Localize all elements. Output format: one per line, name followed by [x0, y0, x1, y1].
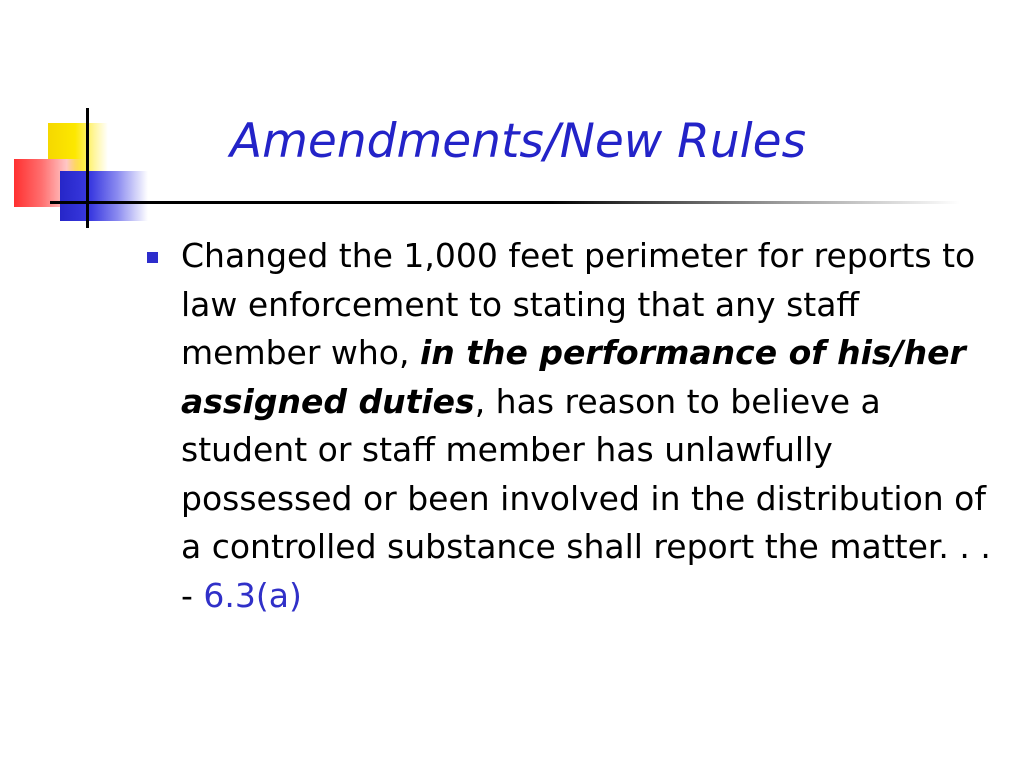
logo-vertical-line	[86, 108, 89, 228]
rule-reference: 6.3(a)	[203, 575, 302, 615]
logo-blue-square	[60, 171, 148, 221]
bullet-emphasis: in the performance of his/her assigned duties	[181, 333, 966, 421]
bullet-list	[144, 232, 994, 620]
overlapping-squares-logo	[0, 0, 240, 240]
title-underline	[50, 201, 960, 204]
slide-title: Amendments/New Rules	[230, 114, 807, 169]
bullet-text-after: , has reason to believe a student or staff member has unlawfully possessed or been involved in the distribution of a controlled substance shall report the matter. . . -	[181, 381, 991, 615]
bullet-item	[144, 232, 994, 620]
bullet-text-before: Changed the 1,000 feet perimeter for reports to law enforcement to stating that any staff member who,	[181, 236, 976, 372]
square-bullet-icon	[147, 252, 158, 263]
bullet-text	[181, 232, 994, 620]
